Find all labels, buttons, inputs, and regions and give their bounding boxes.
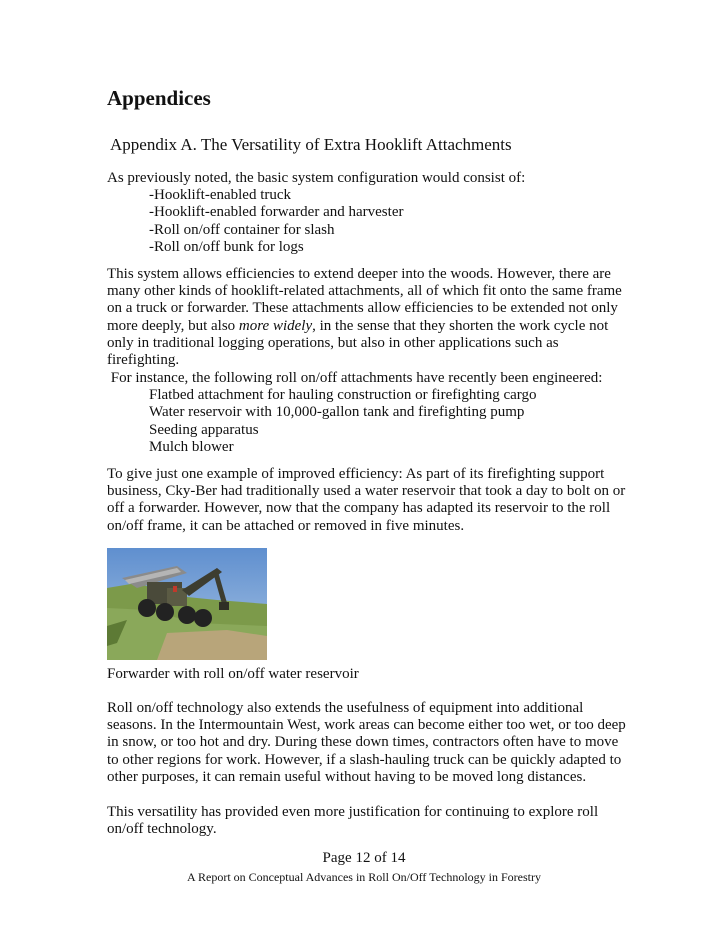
report-footer: A Report on Conceptual Advances in Roll On/Off Technology in Forestry xyxy=(186,870,541,884)
appendix-heading: Appendix A. The Versatility of Extra Hooklift Attachments xyxy=(110,135,512,154)
attachments-intro: For instance, the following roll on/off attachments have recently been engineered: xyxy=(107,370,603,386)
attachment-item: Mulch blower xyxy=(149,438,234,455)
attachment-item: Water reservoir with 10,000-gallon tank and firefighting pump xyxy=(149,404,525,421)
paragraph-4: This versatility has provided even more justification for continuing to explore roll on/off technology. xyxy=(107,804,599,838)
paragraph-2: To give just one example of improved efficiency: As part of its firefighting support business, Cky-Ber had traditionally used a water reservoir that took a day to bolt on or off a forwarder. However, now that the company has adapted its reservoir to the roll on/off frame, it can be attached or removed in five minutes. xyxy=(107,466,626,534)
paragraph-1-emphasis: more widely xyxy=(238,317,313,334)
paragraph-1-text-end: , in the sense that they shorten the work cycle not only in traditional logging operations, but also in other applications such as firefighting. xyxy=(107,317,609,369)
attachment-item: Seeding apparatus xyxy=(149,421,259,438)
paragraph-1-text: This system allows efficiencies to extend deeper into the woods. However, there are many other kinds of hooklift-related attachments, all of which fit onto the same frame on a truck or forwarder. These attachments allow efficiencies to be extended not only more deeply, but also xyxy=(107,266,622,334)
attachments-block xyxy=(107,370,627,456)
paragraph-1 xyxy=(107,266,627,369)
page-title: Appendices xyxy=(107,86,211,110)
config-item: -Hooklift-enabled truck xyxy=(149,187,292,204)
config-item: -Roll on/off container for slash xyxy=(149,221,335,238)
config-item: -Roll on/off bunk for logs xyxy=(149,238,304,255)
forwarder-photo xyxy=(107,548,267,660)
config-block xyxy=(107,170,627,256)
attachment-item: Flatbed attachment for hauling construction or firefighting cargo xyxy=(149,387,537,404)
page-number: Page 12 of 14 xyxy=(322,850,406,866)
paragraph-3: Roll on/off technology also extends the usefulness of equipment into additional seasons. In the Intermountain West, work areas can become either too wet, or too deep in snow, or too hot and dry. During these down times, contractors often have to move to other regions for work. However, if a slash-hauling truck can be quickly adapted to other purposes, it can remain useful without having to be moved long distances. xyxy=(107,700,626,785)
photo-caption: Forwarder with roll on/off water reservoir xyxy=(107,666,359,682)
config-item: -Hooklift-enabled forwarder and harvester xyxy=(149,204,404,221)
intro-text: As previously noted, the basic system configuration would consist of: xyxy=(107,170,526,186)
